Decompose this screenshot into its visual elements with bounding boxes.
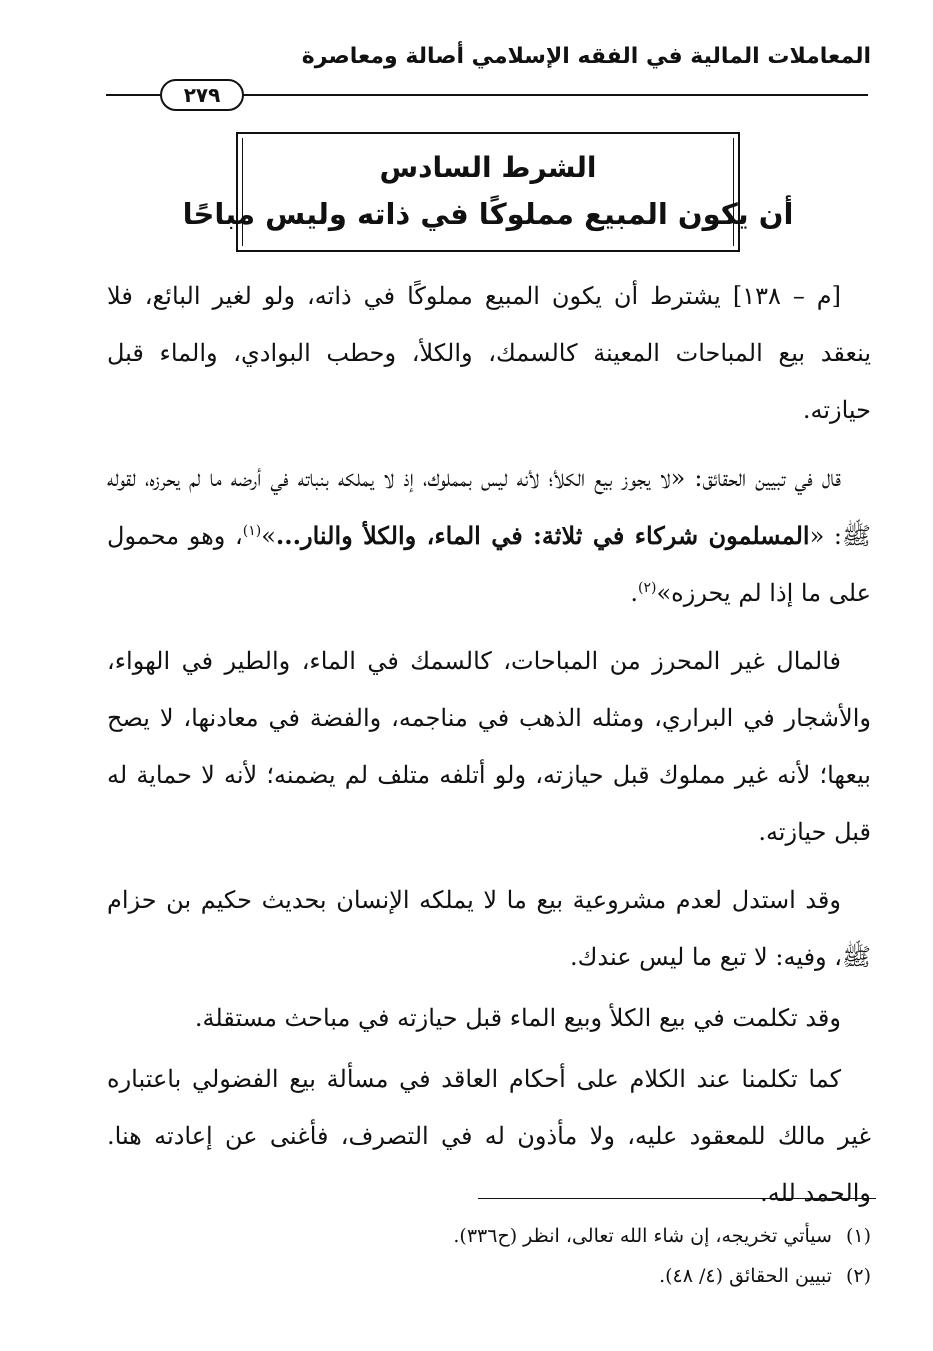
footnote-2: [107, 1256, 871, 1296]
footnote-number: (١): [845, 1225, 871, 1247]
paragraph-4: وقد استدل لعدم مشروعية بيع ما لا يملكه الإنسان بحديث حكيم بن حزام ﷺ، وفيه: لا تبع ما ليس عندك.: [107, 886, 871, 971]
footnote-text: تبيين الحقائق (٤/ ٤٨).: [659, 1265, 832, 1287]
section-title-box: [182, 132, 794, 252]
paragraph-6: كما تكلمنا عند الكلام على أحكام العاقد في مسألة بيع الفضولي باعتباره غير مالك للمعقود عليه، ولا مأذون له في التصرف، فأغنى عن إعادته هنا. والحمد لله.: [107, 1065, 871, 1207]
footnote-ref-1[interactable]: (١): [242, 523, 262, 539]
paragraph-end: .: [630, 579, 638, 607]
section-subtitle: أن يكون المبيع مملوكًا في ذاته وليس مباحًا: [182, 197, 794, 231]
paragraph-3: فالمال غير المحرز من المباحات، كالسمك في الماء، والطير في الهواء، والأشجار في البراري، ومثله الذهب في مناجمه، والفضة في معادنها، لا يصح بيعها؛ لأنه غير مملوك قبل حيازته، ولو أتلفه متلف لم يضمنه؛ لأنه لا حماية له قبل حيازته.: [107, 647, 871, 846]
quote-continuation: ، وهو محمول على ما إذا لم يحرزه»: [107, 522, 871, 607]
footnote-ref-2[interactable]: (٢): [638, 580, 657, 596]
footnotes: [107, 1216, 871, 1296]
footnote-1: [107, 1216, 871, 1256]
footnote-text: سيأتي تخريجه، إن شاء الله تعالى، انظر (ح٣٣٦).: [453, 1225, 832, 1247]
paragraph-2: [107, 450, 871, 622]
hadith-text: المسلمون شركاء في ثلاثة: في الماء، والكلأ والنار...: [275, 521, 810, 550]
footnote-number: (٢): [845, 1265, 871, 1287]
footnote-rule: [478, 1198, 876, 1199]
quote-close: »: [261, 522, 276, 550]
paragraph-5: وقد تكلمت في بيع الكلأ وبيع الماء قبل حيازته في مباحث مستقلة.: [194, 1004, 841, 1032]
quote-intro: قال في تبيين الحقائق: «لا يجوز بيع الكلأ؛ لأنه ليس بمملوك، إذ لا يملكه بنباته في أرضه ما لم يحرزه، لقوله ﷺ: «: [107, 464, 871, 550]
body-text: [107, 268, 871, 1233]
section-title: الشرط السادس: [379, 151, 597, 184]
page-number: ٢٧٩: [160, 79, 244, 111]
running-header: المعاملات المالية في الفقه الإسلامي أصالة ومعاصرة: [301, 44, 871, 69]
paragraph-1: [م – ١٣٨] يشترط أن يكون المبيع مملوكًا في ذاته، ولو لغير البائع، فلا ينعقد بيع المباحات المعينة كالسمك، والكلأ، وحطب البوادي، والماء قبل حيازته.: [107, 282, 871, 424]
